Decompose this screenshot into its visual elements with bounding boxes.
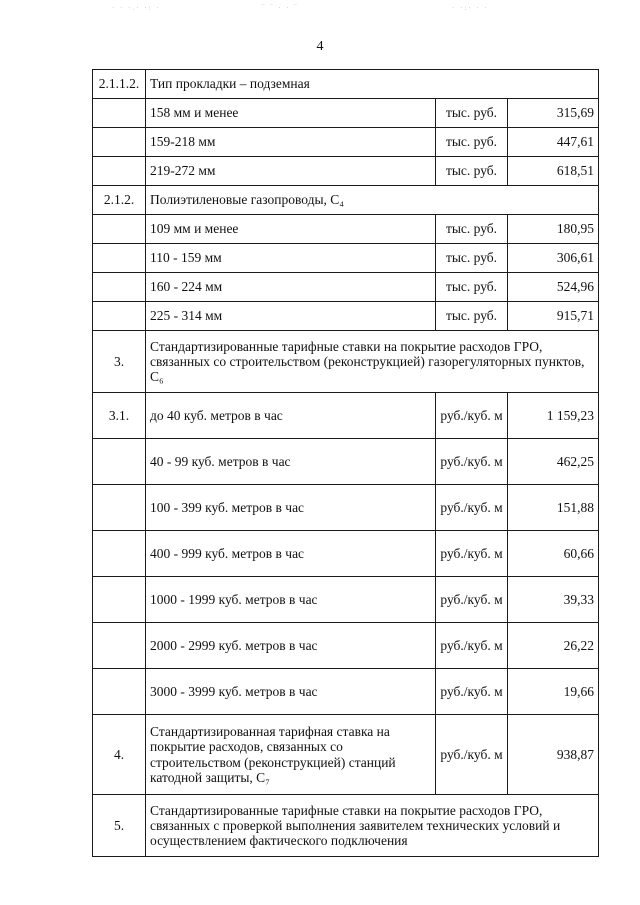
table-row [93, 70, 599, 99]
row-unit: руб./куб. м [436, 439, 508, 485]
row-value: 462,25 [508, 439, 599, 485]
table-row [93, 577, 599, 623]
row-number [93, 215, 146, 244]
row-number: 5. [93, 795, 146, 857]
row-value: 19,66 [508, 669, 599, 715]
row-description: 158 мм и менее [146, 99, 436, 128]
row-value: 306,61 [508, 244, 599, 273]
row-description: Стандартизированные тарифные ставки на покрытие расходов ГРО, связанных с проверкой выполнения заявителем технических условий и осуществлением фактического подключения [146, 795, 599, 857]
row-number: 3.1. [93, 393, 146, 439]
row-description: 2000 - 2999 куб. метров в час [146, 623, 436, 669]
row-number [93, 302, 146, 331]
row-description: 40 - 99 куб. метров в час [146, 439, 436, 485]
table-row [93, 531, 599, 577]
row-description: 1000 - 1999 куб. метров в час [146, 577, 436, 623]
row-number [93, 531, 146, 577]
row-value: 1 159,23 [508, 393, 599, 439]
row-unit: руб./куб. м [436, 531, 508, 577]
row-unit: тыс. руб. [436, 273, 508, 302]
scan-artifact: ‾ ‾ · · ‾ [262, 4, 299, 12]
row-unit: тыс. руб. [436, 244, 508, 273]
row-unit: руб./куб. м [436, 715, 508, 795]
row-description: 400 - 999 куб. метров в час [146, 531, 436, 577]
table-row [93, 99, 599, 128]
table-row [93, 393, 599, 439]
row-value: 938,87 [508, 715, 599, 795]
row-number [93, 577, 146, 623]
row-unit: руб./куб. м [436, 485, 508, 531]
row-value: 39,33 [508, 577, 599, 623]
row-number [93, 623, 146, 669]
row-number: 2.1.2. [93, 186, 146, 215]
scan-artifact: · · ·.· ·: · [112, 4, 161, 12]
row-value: 26,22 [508, 623, 599, 669]
row-description: 110 - 159 мм [146, 244, 436, 273]
row-value: 180,95 [508, 215, 599, 244]
table-row [93, 186, 599, 215]
row-description: Стандартизированная тарифная ставка на покрытие расходов, связанных со строительством (реконструкцией) станций катодной защиты, С₇ [146, 715, 436, 795]
page-number: 4 [316, 39, 324, 54]
row-number [93, 439, 146, 485]
row-unit: тыс. руб. [436, 302, 508, 331]
scan-artifact: · ·:· · · [452, 4, 489, 12]
row-description: 160 - 224 мм [146, 273, 436, 302]
table-row [93, 302, 599, 331]
row-value: 915,71 [508, 302, 599, 331]
row-unit: тыс. руб. [436, 157, 508, 186]
row-number [93, 99, 146, 128]
table-row [93, 485, 599, 531]
row-unit: тыс. руб. [436, 128, 508, 157]
row-number [93, 128, 146, 157]
row-description: 225 - 314 мм [146, 302, 436, 331]
row-description: Стандартизированные тарифные ставки на покрытие расходов ГРО, связанных со строительством (реконструкцией) газорегуляторных пунктов, С₆ [146, 331, 599, 393]
row-description: Тип прокладки – подземная [146, 70, 599, 99]
row-number [93, 669, 146, 715]
row-number [93, 485, 146, 531]
table-row [93, 128, 599, 157]
row-unit: руб./куб. м [436, 669, 508, 715]
row-description: 109 мм и менее [146, 215, 436, 244]
row-description: 219-272 мм [146, 157, 436, 186]
table-row [93, 273, 599, 302]
row-number: 3. [93, 331, 146, 393]
row-description: 3000 - 3999 куб. метров в час [146, 669, 436, 715]
row-unit: тыс. руб. [436, 215, 508, 244]
row-unit: руб./куб. м [436, 393, 508, 439]
row-description: 100 - 399 куб. метров в час [146, 485, 436, 531]
row-value: 60,66 [508, 531, 599, 577]
row-description: 159-218 мм [146, 128, 436, 157]
table-row [93, 439, 599, 485]
row-unit: руб./куб. м [436, 623, 508, 669]
row-unit: тыс. руб. [436, 99, 508, 128]
table-row [93, 715, 599, 795]
row-value: 315,69 [508, 99, 599, 128]
row-value: 524,96 [508, 273, 599, 302]
table-row [93, 215, 599, 244]
table-row [93, 623, 599, 669]
row-number: 2.1.1.2. [93, 70, 146, 99]
table-row [93, 669, 599, 715]
row-value: 151,88 [508, 485, 599, 531]
table-row [93, 244, 599, 273]
table-row [93, 331, 599, 393]
row-description: до 40 куб. метров в час [146, 393, 436, 439]
row-number: 4. [93, 715, 146, 795]
row-number [93, 244, 146, 273]
row-number [93, 157, 146, 186]
row-unit: руб./куб. м [436, 577, 508, 623]
table-row [93, 157, 599, 186]
row-value: 447,61 [508, 128, 599, 157]
tariff-table [92, 69, 599, 857]
row-value: 618,51 [508, 157, 599, 186]
table-row [93, 795, 599, 857]
row-description: Полиэтиленовые газопроводы, С₄ [146, 186, 599, 215]
row-number [93, 273, 146, 302]
